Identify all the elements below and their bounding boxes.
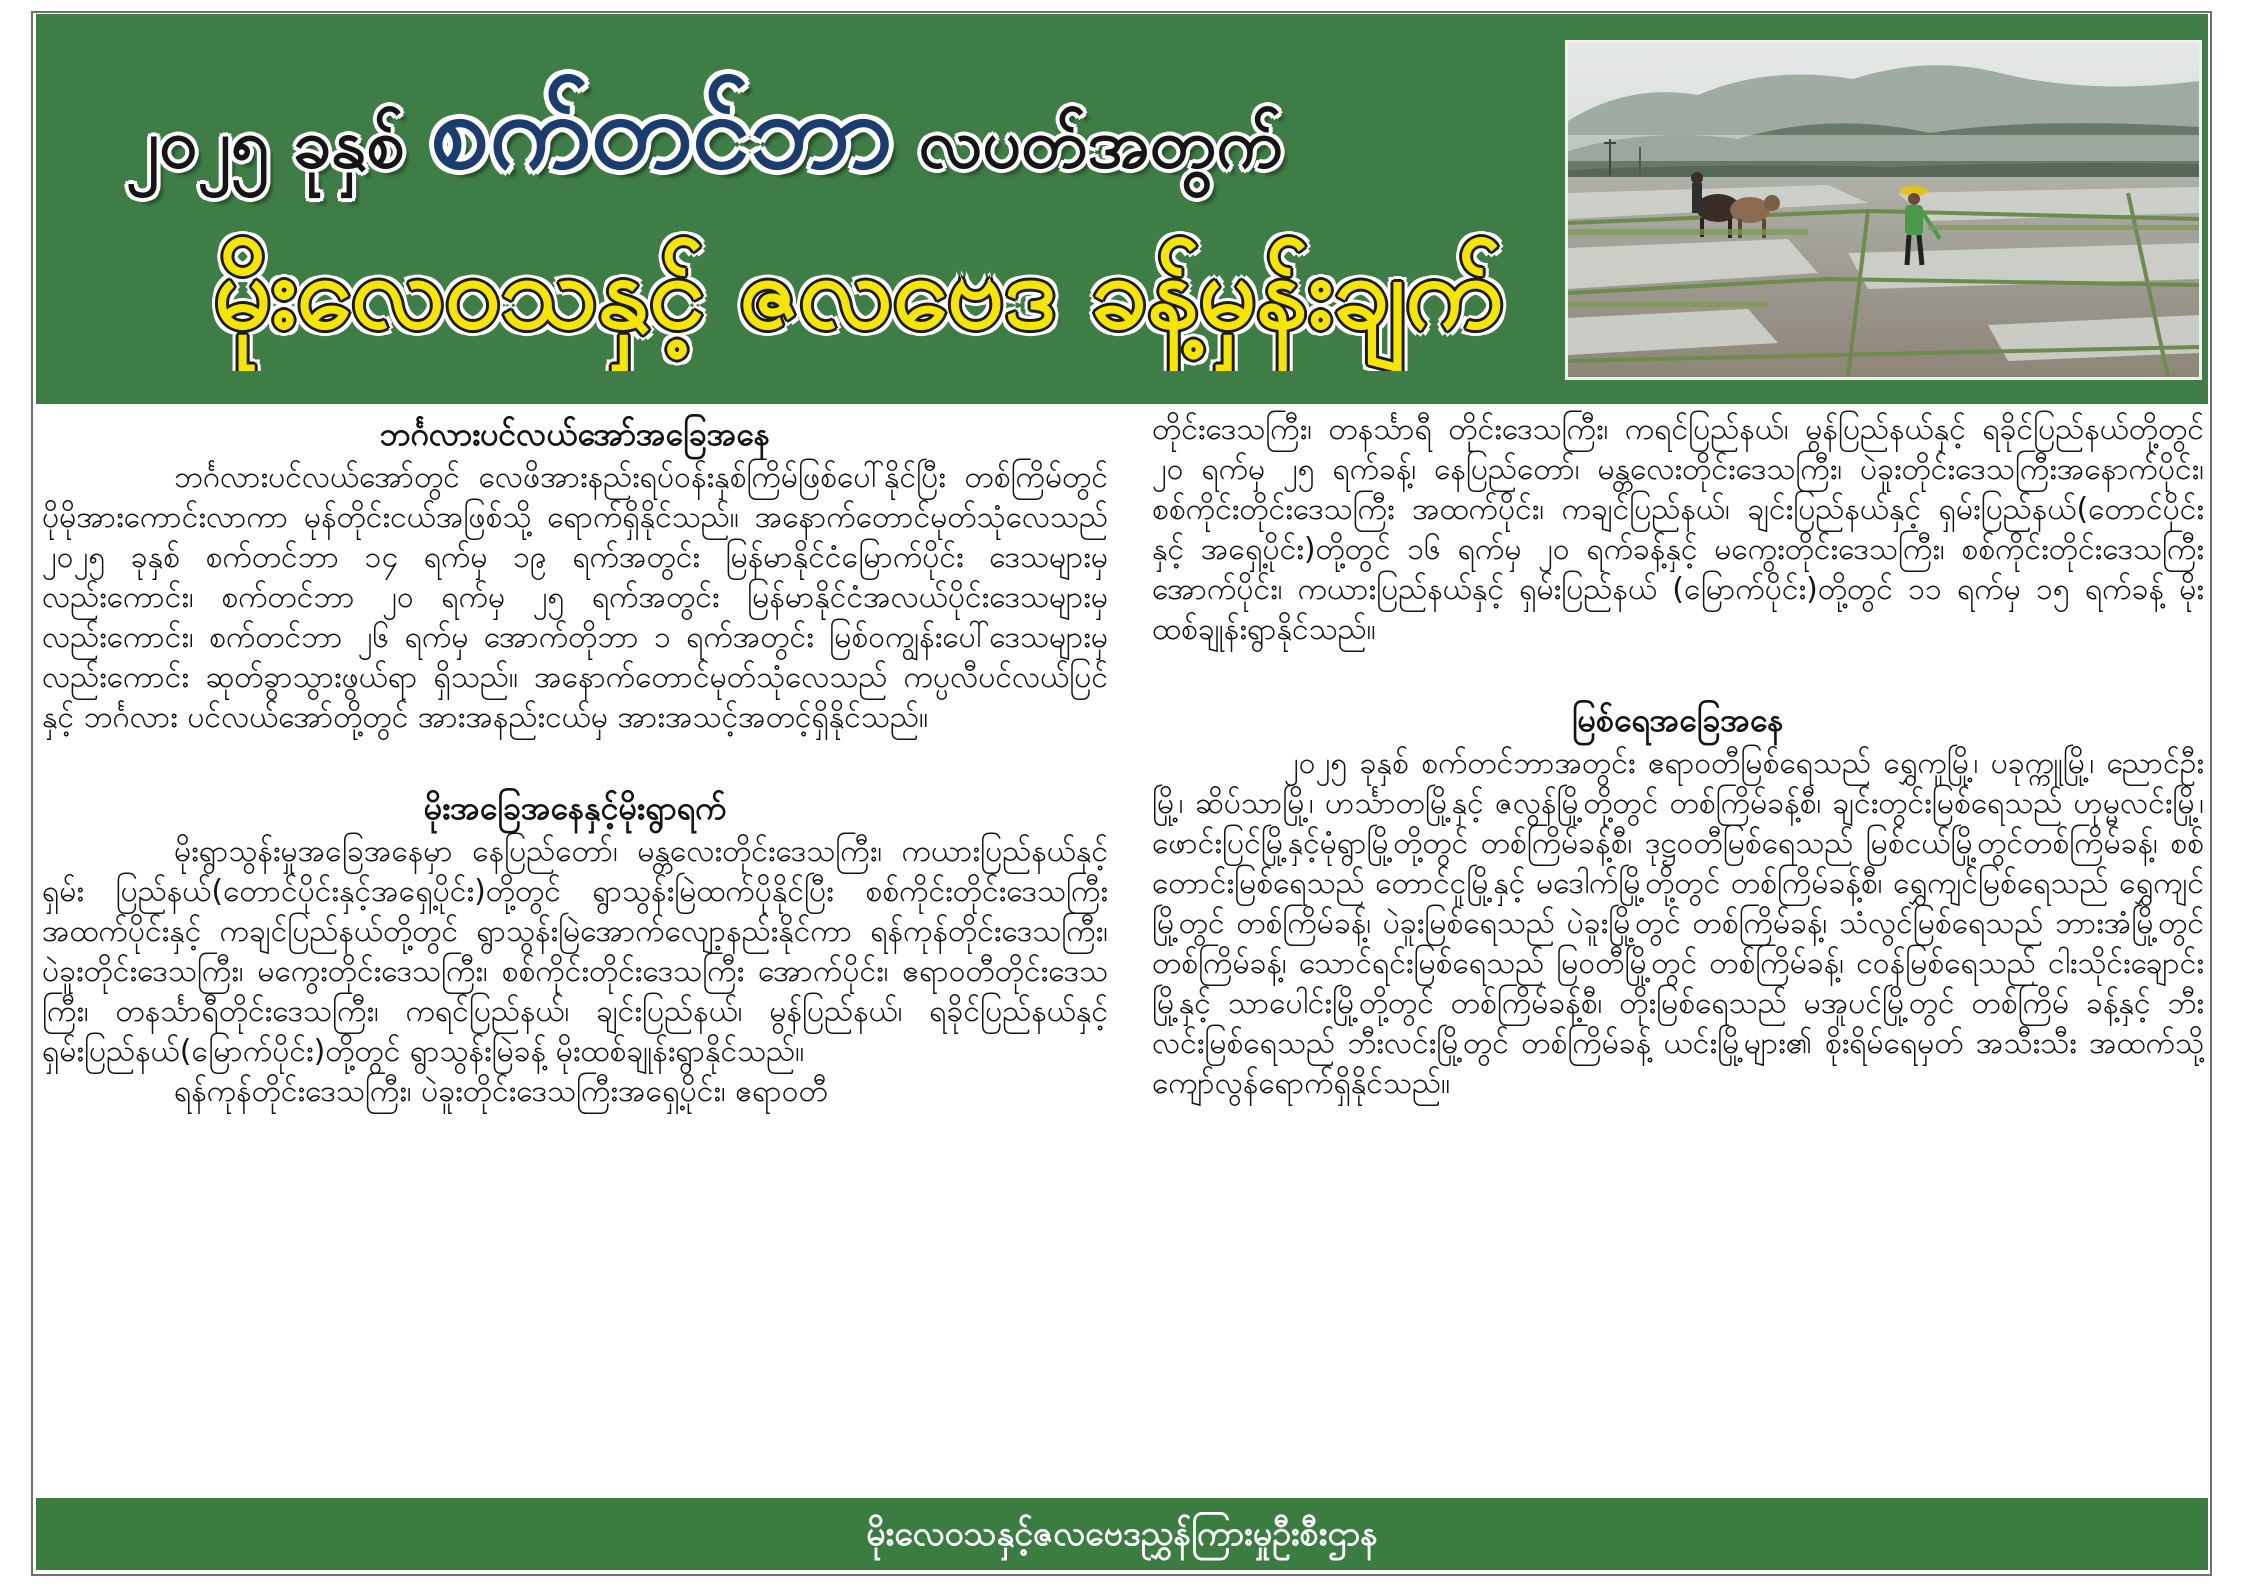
rain-days-text-start: ရန်ကုန်တိုင်းဒေသကြီး၊ ပဲခူးတိုင်းဒေသကြီးအရှေ့ပိုင်း၊ ဧရာဝတီ [174,1074,828,1109]
heading-bay-of-bengal: ဘင်္ဂလားပင်လယ်အော်အခြေအနေ [379,415,771,453]
left-column [42,410,1108,1494]
forecast-subtitle: မိုးလေဝသနှင့် ဇလဗေဒ ခန့်မှန်းချက် [214,234,1504,351]
heading-river: မြစ်ရေအခြေအနေ [1572,701,1784,739]
mist-band [1568,135,2199,161]
right-column [1152,410,2204,1494]
title-month: စက်တင်ဘာ [430,70,893,192]
title-year: ၂၀၂၅ ခုနှစ် [126,105,405,184]
title-row [116,54,1293,209]
paddy-field-photo [1565,40,2202,380]
river-condition-text: ၂၀၂၅ ခုနှစ် စက်တင်ဘာအတွင်း ဧရာဝတီမြစ်ရေသည် ရွှေကူမြို့၊ ပခုက္ကူမြို့၊ ညောင်ဦးမြို့၊ ဆိပ်သာမြို့၊ ဟင်္သာတမြို့နှင့် ဇလွန်မြို့တို့တွင် တစ်ကြိမ်ခန့်စီ၊ ချင်းတွင်းမြစ်ရေသည် ဟုမ္မလင်းမြို့၊ ဖောင်းပြင်မြို့နှင့်မုံရွာမြို့တို့တွင် တစ်ကြိမ်ခန့်စီ၊ ဒုဋ္ဌဝတီမြစ်ရေသည် မြစ်ငယ်မြို့တွင်တစ်ကြိမ်ခန့်၊ စစ်တောင်းမြစ်ရေသည် တောင်ငူမြို့နှင့် မဒေါက်မြို့တို့တွင် တစ်ကြိမ်ခန့်စီ၊ ရွှေကျင်မြစ်ရေသည် ရွှေကျင်မြို့တွင် တစ်ကြိမ်ခန့်၊ ပဲခူးမြစ်ရေသည် ပဲခူးမြို့တွင် တစ်ကြိမ်ခန့်၊ သံလွင်မြစ်ရေသည် ဘားအံမြို့တွင် တစ်ကြိမ်ခန့်၊ သောင်ရင်းမြစ်ရေသည် မြဝတီမြို့တွင် တစ်ကြိမ်ခန့်၊ ငဝန်မြစ်ရေသည် ငါးသိုင်းချောင်းမြို့နှင့် သာပေါင်းမြို့တို့တွင် တစ်ကြိမ်ခန့်စီ၊ တိုးမြစ်ရေသည် မအူပင်မြို့တွင် တစ်ကြိမ် ခန့်နှင့် ဘီးလင်းမြစ်ရေသည် ဘီးလင်းမြို့တွင် တစ်ကြိမ်ခန့် ယင်းမြို့များ၏ စိုးရိမ်ရေမှတ် အသီးသီး အထက်သို့ ကျော်လွန်ရောက်ရှိနိုင်သည်။ [1152,746,2204,1101]
rain-condition-text: မိုးရွာသွန်းမှုအခြေအနေမှာ နေပြည်တော်၊ မန္တလေးတိုင်းဒေသကြီး၊ ကယားပြည်နယ်နှင့် ရှမ်း ပြည်နယ်(တောင်ပိုင်းနှင့်အရှေ့ပိုင်း)တို့တွင် ရွာသွန်းမြဲထက်ပိုနိုင်ပြီး စစ်ကိုင်းတိုင်းဒေသကြီး အထက်ပိုင်းနှင့် ကချင်ပြည်နယ်တို့တွင် ရွာသွန်းမြဲအောက်လျော့နည်းနိုင်ကာ ရန်ကုန်တိုင်းဒေသကြီး၊ ပဲခူးတိုင်းဒေသကြီး၊ မကွေးတိုင်းဒေသကြီး၊ စစ်ကိုင်းတိုင်းဒေသကြီး အောက်ပိုင်း၊ ဧရာဝတီတိုင်းဒေသကြီး၊ တနင်္သာရီတိုင်းဒေသကြီး၊ ကရင်ပြည်နယ်၊ ချင်းပြည်နယ်၊ မွန်ပြည်နယ်၊ ရခိုင်ပြည်နယ်နှင့် ရှမ်းပြည်နယ်(မြောက်ပိုင်း)တို့တွင် ရွာသွန်းမြဲခန့် မိုးထစ်ချုန်းရွာနိုင်သည်။ [42,834,1108,1069]
title-period: လပတ်အတွက် [918,105,1283,184]
bay-of-bengal-text: ဘင်္ဂလားပင်လယ်အော်တွင် လေဖိအားနည်းရပ်ဝန်းနှစ်ကြိမ်ဖြစ်ပေါ်နိုင်ပြီး တစ်ကြိမ်တွင် ပိုမိုအားကောင်းလာကာ မုန်တိုင်းငယ်အဖြစ်သို့ ရောက်ရှိနိုင်သည်။ အနောက်တောင်မုတ်သုံလေသည် ၂၀၂၅ ခုနှစ် စက်တင်ဘာ ၁၄ ရက်မှ ၁၉ ရက်အတွင်း မြန်မာနိုင်ငံမြောက်ပိုင်း ဒေသများမှလည်းကောင်း၊ စက်တင်ဘာ ၂၀ ရက်မှ ၂၅ ရက်အတွင်း မြန်မာနိုင်ငံအလယ်ပိုင်းဒေသများမှလည်းကောင်း၊ စက်တင်ဘာ ၂၆ ရက်မှ အောက်တိုဘာ ၁ ရက်အတွင်း မြစ်ဝကျွန်းပေါ်ဒေသများမှလည်းကောင်း ဆုတ်ခွာသွားဖွယ်ရာ ရှိသည်။ အနောက်တောင်မုတ်သုံလေသည် ကပ္ပလီပင်လယ်ပြင်နှင့် ဘင်္ဂလား ပင်လယ်အော်တို့တွင် အားအနည်းငယ်မှ အားအသင့်အတင့်ရှိနိုင်သည်။ [42,460,1108,735]
footer-department: မိုးလေဝသနှင့်ဇလဗေဒညွှန်ကြားမှုဦးစီးဌာန [36,1498,2208,1570]
header-banner [36,14,2208,404]
rain-days-text-continued: တိုင်းဒေသကြီး၊ တနင်္သာရီ တိုင်းဒေသကြီး၊ ကရင်ပြည်နယ်၊ မွန်ပြည်နယ်နှင့် ရခိုင်ပြည်နယ်တို့တွင် ၂၀ ရက်မှ ၂၅ ရက်ခန့်၊ နေပြည်တော်၊ မန္တလေးတိုင်းဒေသကြီး၊ ပဲခူးတိုင်းဒေသကြီးအနောက်ပိုင်း၊ စစ်ကိုင်းတိုင်းဒေသကြီး အထက်ပိုင်း၊ ကချင်ပြည်နယ်၊ ချင်းပြည်နယ်နှင့် ရှမ်းပြည်နယ်(တောင်ပိုင်း နှင့် အရှေ့ပိုင်း)တို့တွင် ၁၆ ရက်မှ ၂၀ ရက်ခန့်နှင့် မကွေးတိုင်းဒေသကြီး၊ စစ်ကိုင်းတိုင်းဒေသကြီးအောက်ပိုင်း၊ ကယားပြည်နယ်နှင့် ရှမ်းပြည်နယ် (မြောက်ပိုင်း)တို့တွင် ၁၁ ရက်မှ ၁၅ ရက်ခန့် မိုးထစ်ချုန်းရွာနိုင်သည်။ [1152,412,2204,647]
paddy-field-illustration [1568,43,2199,377]
heading-rain: မိုးအခြေအနေနှင့်မိုးရွာရက် [423,789,727,827]
